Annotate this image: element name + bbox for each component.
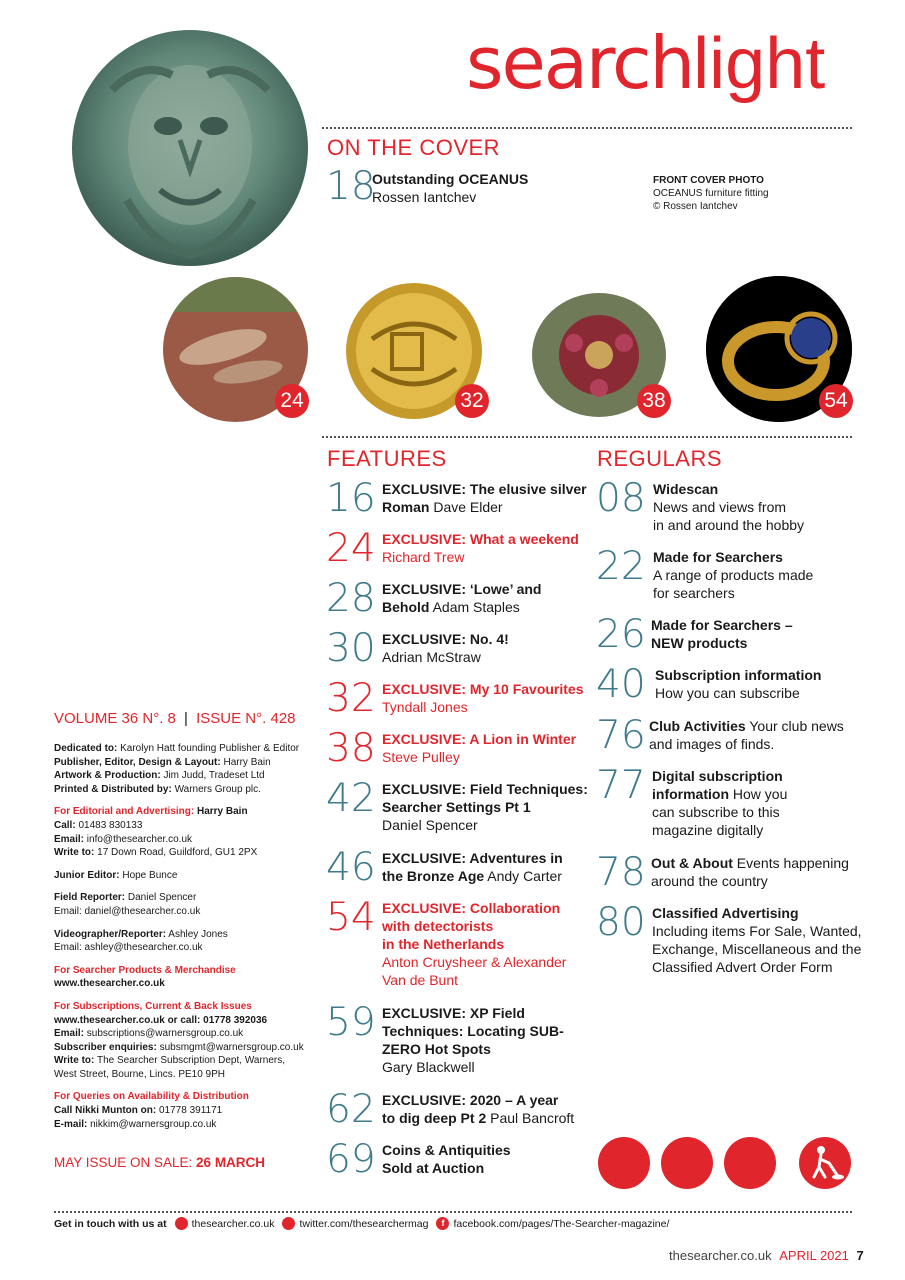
regular-title: Club Activities xyxy=(649,718,746,734)
decor-circle-1 xyxy=(598,1137,650,1189)
regulars-heading: REGULARS xyxy=(597,446,723,471)
regular-title: Out & About xyxy=(651,855,733,871)
divider-footer xyxy=(54,1211,852,1213)
credit-value: Jim Judd, Tradeset Ltd xyxy=(160,770,265,782)
issue-number: ISSUE N°. 428 xyxy=(196,710,296,727)
volume-number: VOLUME 36 N°. 8 xyxy=(54,710,176,727)
credit-value: subscriptions@warnersgroup.co.uk xyxy=(84,1028,244,1040)
credit-value: Daniel Spencer xyxy=(125,892,197,904)
credit-value: nikkim@warnersgroup.co.uk xyxy=(87,1118,217,1130)
masthead-logo xyxy=(466,18,825,109)
facebook-icon: f xyxy=(436,1217,449,1230)
feature-item-54[interactable] xyxy=(382,899,566,989)
credit-label: Field Reporter: xyxy=(54,892,126,904)
feature-author: Gary Blackwell xyxy=(382,1059,475,1075)
credit-label: Write to: xyxy=(54,1055,95,1067)
products-link[interactable]: www.thesearcher.co.uk xyxy=(54,978,165,990)
twitter-link[interactable]: twitter.com/thesearchermag xyxy=(299,1217,429,1230)
next-issue-label: MAY ISSUE ON SALE: xyxy=(54,1155,193,1170)
credit-value: West Street, Bourne, Lincs. PE10 9PH xyxy=(54,1068,226,1080)
regular-desc-cont: can subscribe to this xyxy=(652,804,780,820)
credit-label: Printed & Distributed by: xyxy=(54,783,172,795)
cover-headline: Outstanding OCEANUS xyxy=(372,171,529,187)
feature-title: EXCLUSIVE: Collaboration xyxy=(382,900,561,916)
feature-item-62[interactable] xyxy=(382,1091,574,1127)
feature-item-28[interactable] xyxy=(382,580,541,616)
regular-desc-cont: for searchers xyxy=(653,585,735,601)
credit-label: Write to: xyxy=(54,847,95,859)
feature-title-cont: Roman xyxy=(382,499,430,515)
credit-label: Videographer/Reporter: xyxy=(54,928,167,940)
decor-circle-2 xyxy=(661,1137,713,1189)
feature-num-24: 24 xyxy=(326,526,376,571)
credit-label: Dedicated to: xyxy=(54,743,118,754)
feature-item-24[interactable] xyxy=(382,530,579,566)
credit-value: Email: daniel@thesearcher.co.uk xyxy=(54,905,201,917)
feature-item-16[interactable] xyxy=(382,480,587,516)
feature-item-46[interactable] xyxy=(382,849,563,885)
credit-value: Harry Bain xyxy=(194,806,248,818)
regular-item-77[interactable] xyxy=(652,767,787,839)
feature-num-59: 59 xyxy=(326,1000,376,1045)
feature-title-cont: Searcher Settings Pt 1 xyxy=(382,799,531,815)
regular-title: Classified Advertising xyxy=(652,905,799,921)
credit-value: 01483 830133 xyxy=(75,819,143,831)
feature-title-cont: Sold at Auction xyxy=(382,1160,485,1176)
feature-author: Adrian McStraw xyxy=(382,649,481,665)
feature-title-cont: the Bronze Age xyxy=(382,868,485,884)
feature-title: EXCLUSIVE: Field Techniques: xyxy=(382,781,588,797)
regular-item-08[interactable] xyxy=(653,480,804,534)
credit-label: Artwork & Production: xyxy=(54,770,161,782)
regular-desc: How you xyxy=(729,786,788,802)
feature-author: Paul Bancroft xyxy=(486,1110,575,1126)
next-issue-date: 26 MARCH xyxy=(192,1155,266,1170)
feature-title: EXCLUSIVE: A Lion in Winter xyxy=(382,731,577,747)
regular-title: Made for Searchers xyxy=(653,549,783,565)
credits-block xyxy=(54,742,319,1131)
feature-title: EXCLUSIVE: XP Field xyxy=(382,1005,525,1021)
credit-value: Hope Bunce xyxy=(119,869,178,881)
regular-item-76[interactable] xyxy=(649,717,844,753)
regular-desc-cont: magazine digitally xyxy=(652,822,764,838)
regular-desc-cont: and images of finds. xyxy=(649,736,775,752)
regular-num-77: 77 xyxy=(596,763,646,808)
feature-title: EXCLUSIVE: ‘Lowe’ and xyxy=(382,581,542,597)
cover-author: Rossen Iantchev xyxy=(372,189,477,205)
feature-num-38: 38 xyxy=(326,726,376,771)
photo-credit-line2: © Rossen Iantchev xyxy=(653,201,738,212)
feature-item-32[interactable] xyxy=(382,680,584,716)
masthead-part-2: light xyxy=(693,24,826,104)
thumb-badge-24: 24 xyxy=(275,384,309,418)
feature-title-cont: Behold xyxy=(382,599,430,615)
credit-value: subsmgmt@warnersgroup.co.uk xyxy=(156,1041,304,1053)
feature-item-30[interactable] xyxy=(382,630,509,666)
regular-item-26[interactable] xyxy=(651,616,793,652)
feature-title-cont: in the Netherlands xyxy=(382,936,505,952)
credit-label: Publisher, Editor, Design & Layout: xyxy=(54,756,221,768)
photo-credit-line1: OCEANUS furniture fitting xyxy=(653,188,769,199)
page-footer xyxy=(669,1248,864,1263)
feature-author: Richard Trew xyxy=(382,549,465,565)
regular-num-78: 78 xyxy=(596,850,646,895)
regular-desc: A range of products made xyxy=(653,567,814,583)
regular-desc: How you can subscribe xyxy=(655,685,800,701)
credit-heading: For Searcher Products & Merchandise xyxy=(54,964,236,976)
regular-num-08: 08 xyxy=(596,476,646,521)
regular-desc: Your club news xyxy=(745,718,844,734)
feature-title: EXCLUSIVE: 2020 – A year xyxy=(382,1092,559,1108)
regular-title: Subscription information xyxy=(655,667,822,683)
feature-author: Daniel Spencer xyxy=(382,817,478,833)
credit-label: Call Nikki Munton on: xyxy=(54,1105,157,1117)
feature-item-59[interactable] xyxy=(382,1004,564,1076)
regular-title: Widescan xyxy=(653,481,719,497)
decor-circle-3 xyxy=(724,1137,776,1189)
features-heading: FEATURES xyxy=(327,446,447,471)
feature-title: EXCLUSIVE: What a weekend xyxy=(382,531,579,547)
credit-value: Warners Group plc. xyxy=(171,783,261,795)
cover-story xyxy=(372,170,528,206)
regular-num-22: 22 xyxy=(596,544,646,589)
masthead-part-1: search xyxy=(466,21,694,105)
feature-author: Adam Staples xyxy=(429,599,520,615)
regular-title-cont: NEW products xyxy=(651,635,748,651)
regular-num-80: 80 xyxy=(596,900,646,945)
photo-credit-title: FRONT COVER PHOTO xyxy=(653,175,764,186)
feature-num-42: 42 xyxy=(326,776,376,821)
page-number: 7 xyxy=(856,1248,864,1263)
credit-value: The Searcher Subscription Dept, Warners, xyxy=(94,1055,286,1067)
credit-value: 17 Down Road, Guildford, GU1 2PX xyxy=(94,847,258,859)
credit-heading: For Queries on Availability & Distribution xyxy=(54,1091,249,1103)
regular-desc: Events happening xyxy=(732,855,849,871)
cover-image-oceanus xyxy=(72,30,308,266)
feature-author: Tyndall Jones xyxy=(382,699,468,715)
thumb-badge-32: 32 xyxy=(455,384,489,418)
feature-author: Andy Carter xyxy=(484,868,562,884)
regular-desc-cont: Exchange, Miscellaneous and the xyxy=(652,941,862,957)
credit-value: Email: ashley@thesearcher.co.uk xyxy=(54,942,203,954)
regular-item-40[interactable] xyxy=(655,666,821,702)
page-footer-date: APRIL 2021 xyxy=(779,1248,849,1263)
facebook-link[interactable]: facebook.com/pages/The-Searcher-magazine/ xyxy=(453,1217,670,1230)
feature-num-32: 32 xyxy=(326,676,376,721)
credit-label: Call: xyxy=(54,819,76,831)
credit-heading: For Editorial and Advertising: xyxy=(54,806,195,818)
credit-value: Karolyn Hatt founding Publisher & Editor xyxy=(117,743,300,754)
credit-label: Email: xyxy=(54,1028,85,1040)
feature-title: EXCLUSIVE: My 10 Favourites xyxy=(382,681,584,697)
regular-title: Made for Searchers – xyxy=(651,617,793,633)
feature-title-cont: Techniques: Locating SUB- xyxy=(382,1023,564,1039)
thumb-badge-38: 38 xyxy=(637,384,671,418)
front-cover-photo-credit xyxy=(653,174,769,213)
website-icon xyxy=(175,1217,188,1230)
volume-separator: | xyxy=(184,710,188,727)
volume-issue xyxy=(54,710,296,727)
regular-num-76: 76 xyxy=(596,713,646,758)
feature-num-16: 16 xyxy=(326,476,376,521)
feature-num-54: 54 xyxy=(326,895,376,940)
regular-desc-cont: Classified Advert Order Form xyxy=(652,959,833,975)
credit-value: info@thesearcher.co.uk xyxy=(84,833,193,845)
feature-item-69[interactable] xyxy=(382,1141,511,1177)
cover-page-number: 18 xyxy=(326,164,376,209)
credit-label: Email: xyxy=(54,833,85,845)
regular-title: Digital subscription xyxy=(652,768,783,784)
feature-num-28: 28 xyxy=(326,576,376,621)
feature-author: Anton Cruysheer & Alexander xyxy=(382,954,567,970)
regular-item-22[interactable] xyxy=(653,548,813,602)
credit-heading: For Subscriptions, Current & Back Issues xyxy=(54,1000,252,1012)
credit-value: Harry Bain xyxy=(220,756,271,768)
feature-author-cont: Van de Bunt xyxy=(382,972,459,988)
feature-title: EXCLUSIVE: No. 4! xyxy=(382,631,509,647)
subscriptions-link[interactable]: www.thesearcher.co.uk or call: 01778 392036 xyxy=(54,1014,268,1026)
credit-value: 01778 391171 xyxy=(156,1105,223,1117)
regular-desc: Including items For Sale, Wanted, xyxy=(652,923,862,939)
regular-desc: News and views from xyxy=(653,499,787,515)
thumb-badge-54: 54 xyxy=(819,384,853,418)
footer-contact xyxy=(54,1217,669,1230)
credit-label: Subscriber enquiries: xyxy=(54,1041,157,1053)
feature-num-30: 30 xyxy=(326,626,376,671)
feature-num-69: 69 xyxy=(326,1137,376,1182)
feature-title: EXCLUSIVE: Adventures in xyxy=(382,850,563,866)
regular-title-cont: information xyxy=(652,786,729,802)
feature-num-62: 62 xyxy=(326,1087,376,1132)
regular-item-78[interactable] xyxy=(651,854,849,890)
feature-author: Steve Pulley xyxy=(382,749,460,765)
regular-num-26: 26 xyxy=(596,612,646,657)
divider-middle xyxy=(322,436,852,438)
regular-num-40: 40 xyxy=(596,662,646,707)
feature-title-cont: with detectorists xyxy=(382,918,494,934)
feature-item-38[interactable] xyxy=(382,730,576,766)
on-the-cover-heading: ON THE COVER xyxy=(327,135,501,160)
feature-author: Dave Elder xyxy=(429,499,503,515)
credit-label: Junior Editor: xyxy=(54,869,120,881)
regular-desc-cont: around the country xyxy=(651,873,768,889)
feature-title-cont: ZERO Hot Spots xyxy=(382,1041,491,1057)
twitter-icon xyxy=(282,1217,295,1230)
website-link[interactable]: thesearcher.co.uk xyxy=(191,1217,275,1230)
feature-item-42[interactable] xyxy=(382,780,588,834)
feature-num-46: 46 xyxy=(326,845,376,890)
regular-desc-cont: in and around the hobby xyxy=(653,517,805,533)
feature-title-cont: to dig deep Pt 2 xyxy=(382,1110,487,1126)
feature-title: Coins & Antiquities xyxy=(382,1142,511,1158)
credit-value: Ashley Jones xyxy=(166,928,228,940)
feature-title: EXCLUSIVE: The elusive silver xyxy=(382,481,587,497)
credit-label: E-mail: xyxy=(54,1118,88,1130)
detectorist-logo-icon xyxy=(799,1137,851,1189)
get-in-touch-label: Get in touch with us at xyxy=(54,1217,167,1230)
regular-item-80[interactable] xyxy=(652,904,862,976)
next-issue-notice xyxy=(54,1155,265,1170)
divider-top xyxy=(322,127,852,129)
page-footer-site: thesearcher.co.uk xyxy=(669,1248,772,1263)
